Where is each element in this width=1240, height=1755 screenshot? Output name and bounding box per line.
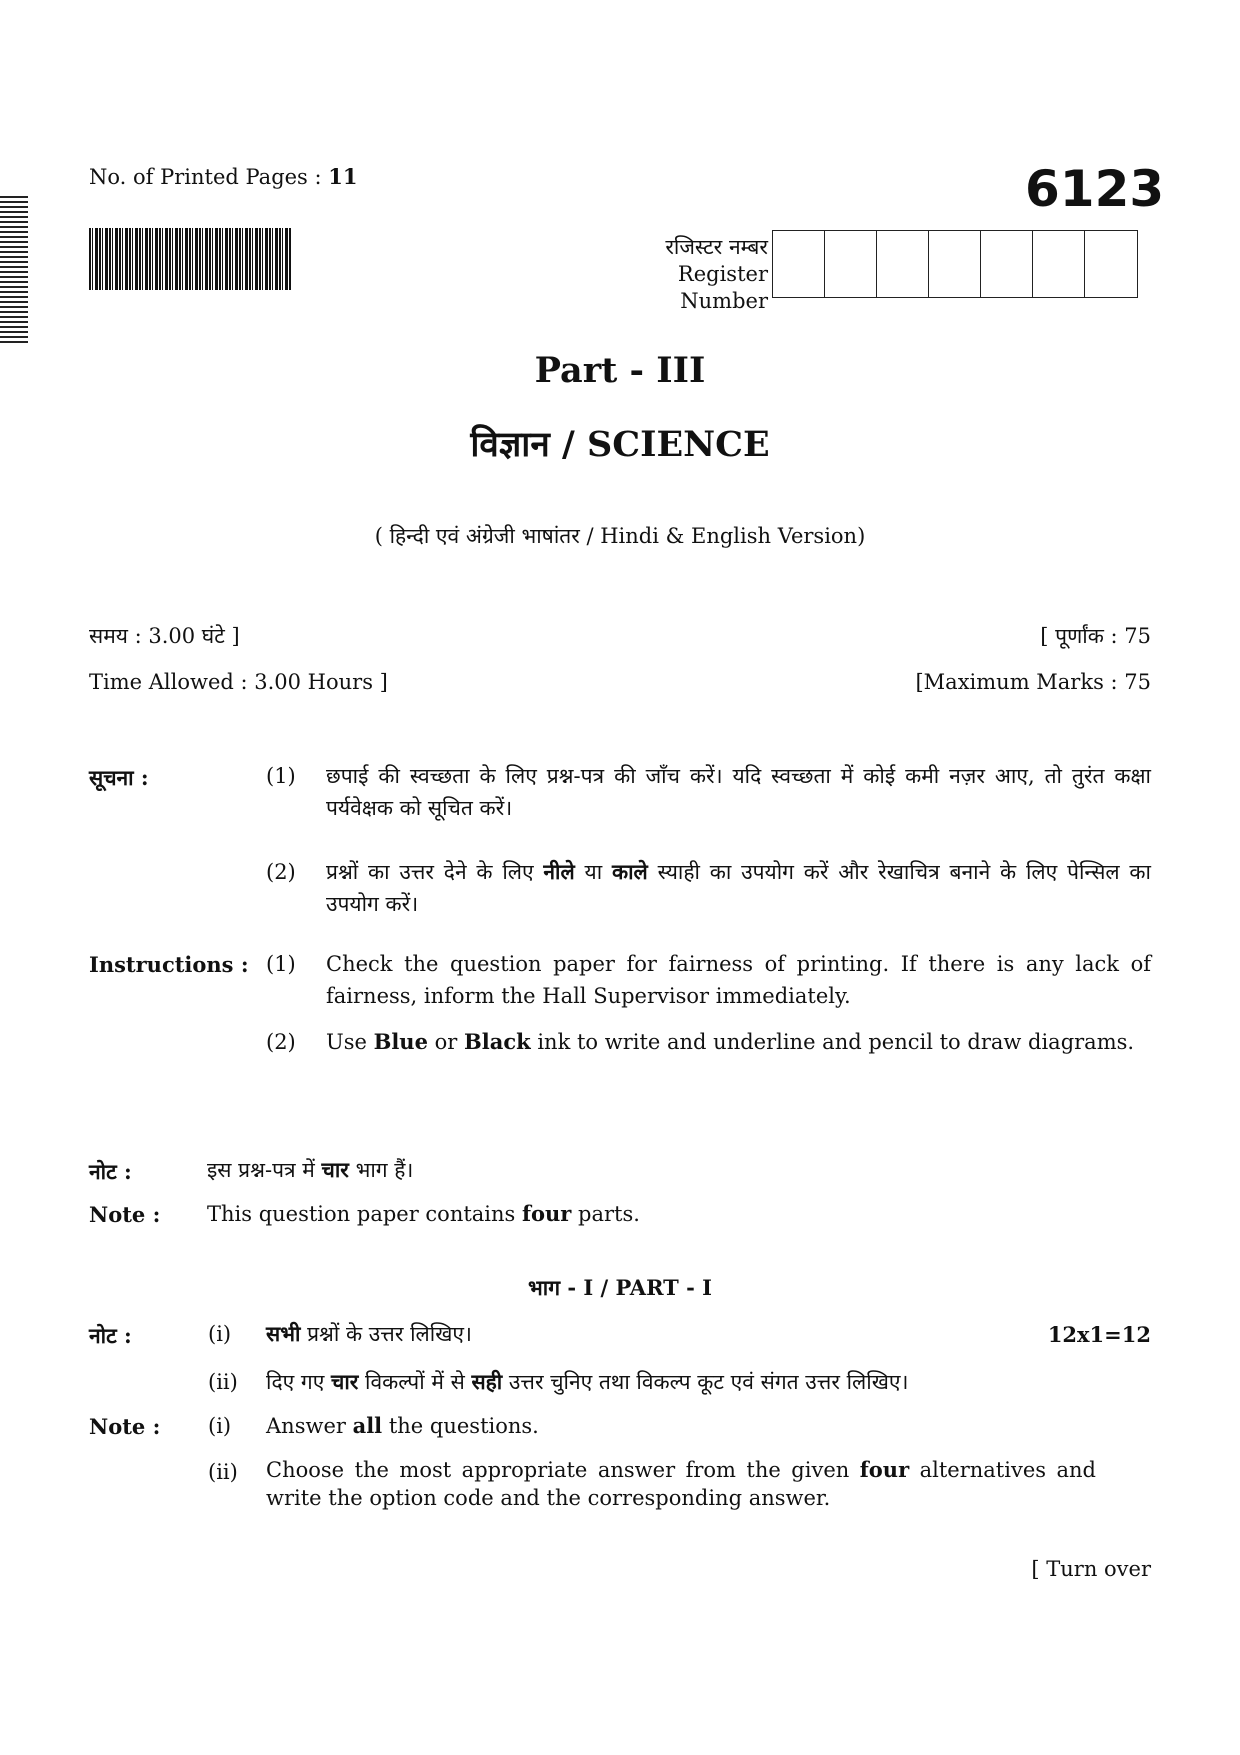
note-hindi-pre: इस प्रश्न-पत्र में [207,1158,322,1182]
paper-code: 6123 [1025,160,1165,218]
instruction-2-post: ink to write and underline and pencil to draw diagrams. [530,1030,1135,1054]
marks-english: [Maximum Marks : 75 [915,670,1151,694]
part-1-hindi-2-correct: सही [471,1369,503,1394]
part-1-hindi-2-mid: विकल्पों में से [358,1370,472,1394]
part-1-hindi-1-all: सभी [266,1321,301,1346]
note-hindi-label: नोट : [89,1159,132,1184]
part-1-english-1-post: the questions. [382,1414,539,1438]
instruction-2-number: (2) [266,1030,296,1054]
printed-pages-label: No. of Printed Pages : [89,165,322,189]
part-title: Part - III [534,350,706,391]
instruction-2-blue: Blue [373,1029,428,1054]
instruction-2-text [326,1026,1151,1058]
register-number-label [600,234,768,315]
register-label-line2: Number [680,289,768,313]
turn-over: [ Turn over [1031,1557,1151,1581]
part-1-english-2-number: (ii) [208,1460,238,1484]
part-1-hindi-1-post: प्रश्नों के उत्तर लिखिए। [300,1322,472,1346]
note-english-text [207,1198,640,1230]
part-1-hindi-note-label: नोट : [89,1323,132,1348]
suchna-item-2-text [326,856,1151,920]
note-english-pre: This question paper contains [207,1202,522,1226]
instruction-1-number: (1) [266,952,296,976]
version-line: ( हिन्दी एवं अंग्रेजी भाषांतर / Hindi & English Version) [374,524,866,548]
part-1-english-2-four: four [859,1457,910,1482]
instruction-2-pre: Use [326,1030,374,1054]
note-english-four: four [522,1201,572,1226]
suchna-item-2-number: (2) [266,860,296,884]
edge-registration-marks [0,196,28,344]
suchna-item-2-pre: प्रश्नों का उत्तर देने के लिए [326,860,544,884]
register-digit-box[interactable] [1033,231,1085,297]
suchna-item-2-mid: या [574,860,612,884]
part-1-english-2-text [266,1456,1096,1512]
register-label-hindi: रजिस्टर नम्बर [665,235,768,259]
note-hindi-text [207,1154,413,1186]
suchna-item-2-blue: नीले [543,859,575,884]
part-1-hindi-2-number: (ii) [208,1370,238,1394]
part-1-hindi-2-pre: दिए गए [266,1370,331,1394]
register-digit-box[interactable] [825,231,877,297]
part-1-marks: 12x1=12 [1047,1322,1151,1347]
barcode-image [89,228,291,290]
part-1-hindi-1-number: (i) [208,1322,232,1346]
instruction-2-black: Black [463,1029,531,1054]
instruction-1-text: Check the question paper for fairness of printing. If there is any lack of fairness, inform the Hall Supervisor immediately. [326,952,1151,1008]
time-english: Time Allowed : 3.00 Hours ] [89,670,388,694]
part-1-english-note-label: Note : [89,1414,161,1439]
part-1-english-1-number: (i) [208,1414,232,1438]
note-english-post: parts. [571,1202,640,1226]
part-1-hindi-2-four: चार [331,1369,359,1394]
time-hindi: समय : 3.00 घंटे ] [89,624,240,648]
register-number-boxes [772,230,1138,298]
part-1-hindi-2-post: उत्तर चुनिए तथा विकल्प कूट एवं संगत उत्तर लिखिए। [502,1370,909,1394]
printed-pages-value: 11 [328,164,358,189]
register-label-line1: Register [677,262,768,286]
suchna-item-1-text: छपाई की स्वच्छता के लिए प्रश्न-पत्र की जाँच करें। यदि स्वच्छता में कोई कमी नज़र आए, तो तुरंत कक्षा पर्यवेक्षक को सूचित करें। [326,764,1151,820]
register-digit-box[interactable] [877,231,929,297]
part-1-english-1-pre: Answer [266,1414,353,1438]
suchna-item-1-number: (1) [266,764,296,788]
marks-hindi: [ पूर्णांक : 75 [1040,624,1151,648]
part-1-english-2-pre: Choose the most appropriate answer from the given [266,1458,860,1482]
printed-pages [89,164,358,189]
register-digit-box[interactable] [929,231,981,297]
part-1-hindi-1-text [266,1318,472,1350]
part-1-hindi-2-text [266,1366,908,1398]
part-1-heading: भाग - I / PART - I [528,1275,712,1300]
part-1-english-1-all: all [352,1413,383,1438]
note-english-label: Note : [89,1202,161,1227]
register-digit-box[interactable] [981,231,1033,297]
part-1-english-1-text [266,1410,539,1442]
register-digit-box[interactable] [1085,231,1137,297]
instructions-label: Instructions : [89,952,249,977]
instruction-2-mid: or [427,1030,464,1054]
note-hindi-post: भाग हैं। [348,1158,414,1182]
note-hindi-four: चार [321,1157,349,1182]
suchna-item-2-post: स्याही का उपयोग करें और रेखाचित्र बनाने के लिए पेन्सिल का उपयोग करें। [326,860,1151,916]
part-1-english-2-post: alternatives and write the option code and the corresponding answer. [266,1458,1096,1510]
register-digit-box[interactable] [773,231,825,297]
suchna-label: सूचना : [89,765,149,790]
suchna-item-2-black: काले [611,859,648,884]
subject-title: विज्ञान / SCIENCE [470,424,770,465]
